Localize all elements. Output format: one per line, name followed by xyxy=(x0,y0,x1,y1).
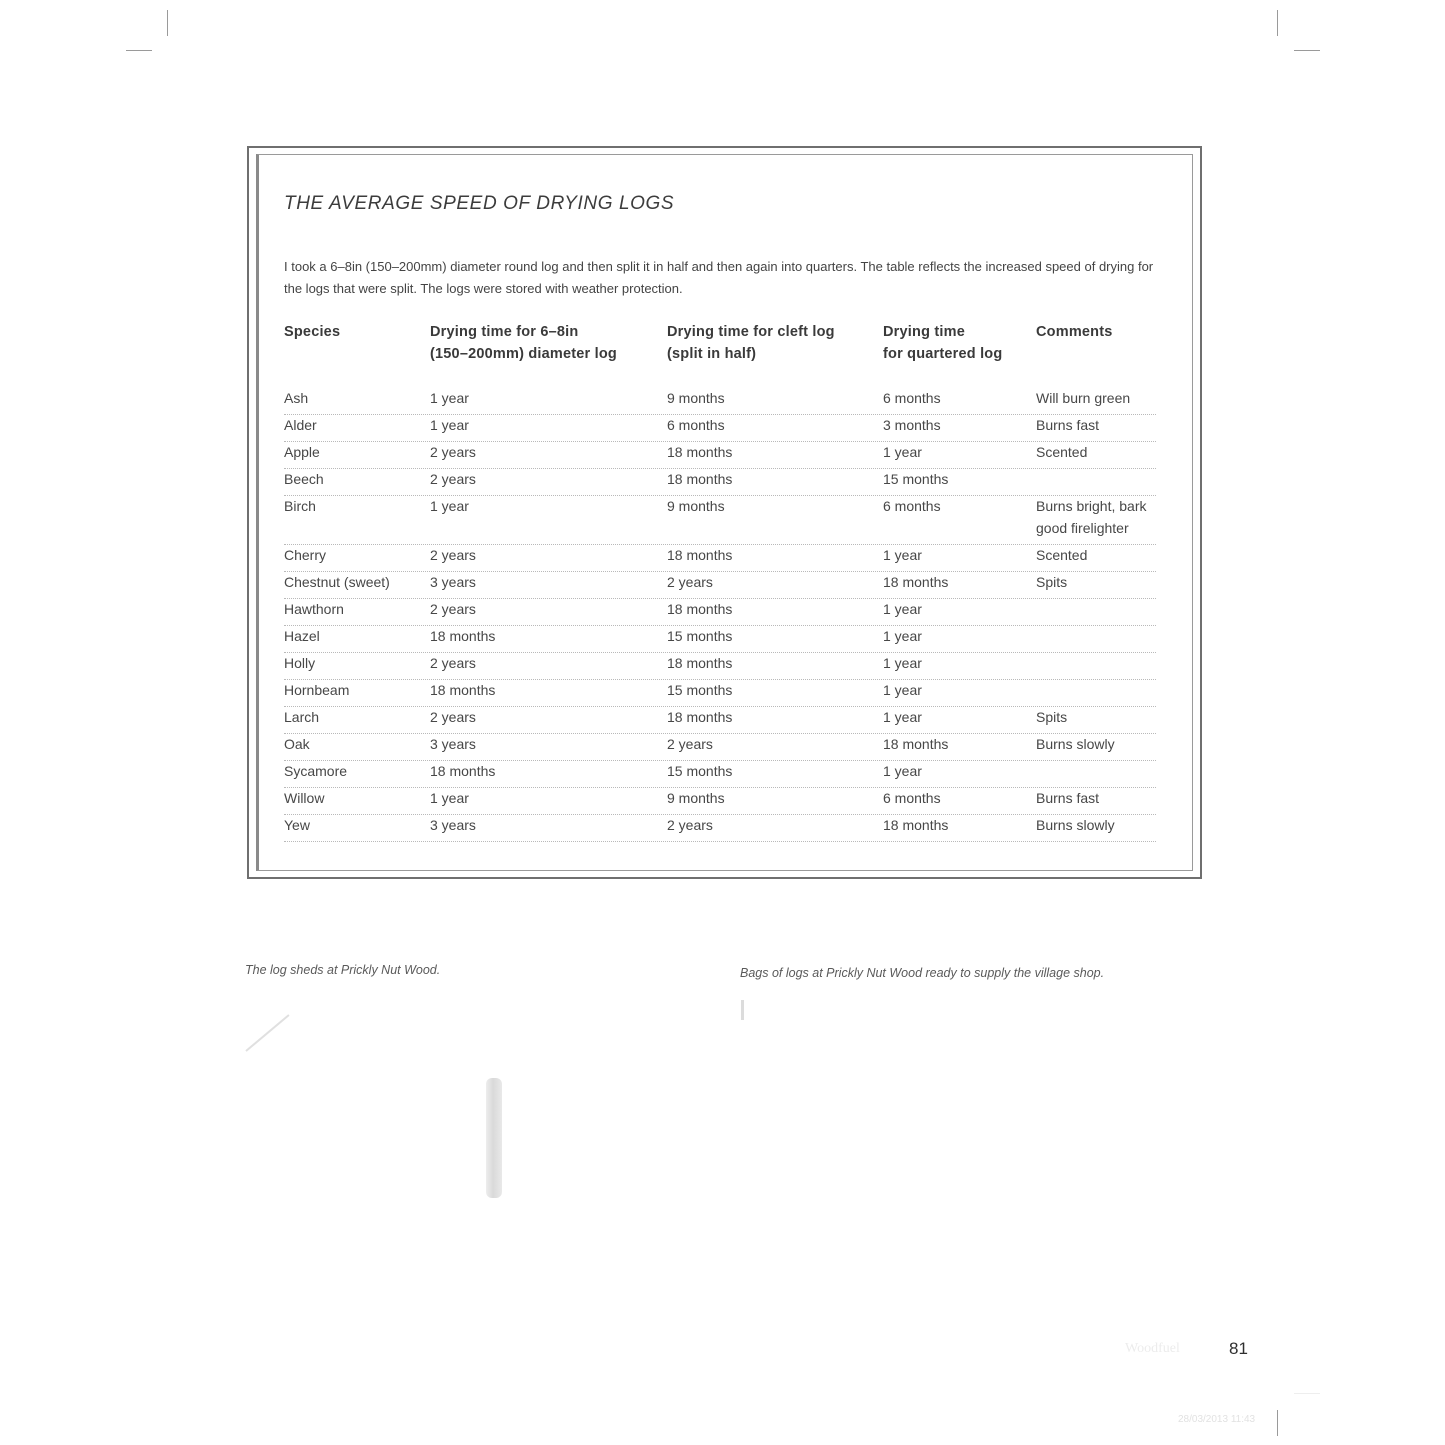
cell-quartered-log: 1 year xyxy=(883,444,922,460)
table-row xyxy=(284,571,1156,599)
cell-species: Holly xyxy=(284,655,316,671)
crop-mark xyxy=(1277,1410,1278,1436)
cell-comments: Spits xyxy=(1036,574,1068,590)
table-row xyxy=(284,625,1156,653)
cell-species: Yew xyxy=(284,817,310,833)
cell-quartered-log: 3 months xyxy=(883,417,941,433)
cell-round-log: 3 years xyxy=(430,736,476,752)
cell-species: Oak xyxy=(284,736,310,752)
cell-cleft-log: 15 months xyxy=(667,682,733,698)
cell-quartered-log: 15 months xyxy=(883,471,949,487)
header-quartered-log: Drying time for quartered log xyxy=(883,324,1003,362)
cell-quartered-log: 6 months xyxy=(883,498,941,514)
cell-cleft-log: 2 years xyxy=(667,817,713,833)
photo-remnant xyxy=(741,1000,744,1020)
cell-comments: Burns fast xyxy=(1036,417,1100,433)
table-row xyxy=(284,468,1156,496)
cell-quartered-log: 1 year xyxy=(883,763,922,779)
table-row xyxy=(284,814,1156,842)
cell-species: Hornbeam xyxy=(284,682,350,698)
cell-round-log: 1 year xyxy=(430,790,469,806)
cell-quartered-log: 18 months xyxy=(883,736,949,752)
caption-left: The log sheds at Prickly Nut Wood. xyxy=(245,963,441,977)
cell-cleft-log: 2 years xyxy=(667,574,713,590)
cell-comments: Scented xyxy=(1036,444,1088,460)
table-row xyxy=(284,387,1156,415)
cell-species: Willow xyxy=(284,790,325,806)
crop-mark xyxy=(1294,50,1320,51)
cell-round-log: 2 years xyxy=(430,709,476,725)
cell-cleft-log: 6 months xyxy=(667,417,725,433)
cell-round-log: 3 years xyxy=(430,574,476,590)
cell-species: Apple xyxy=(284,444,320,460)
table-row xyxy=(284,598,1156,626)
cell-comments: Scented xyxy=(1036,547,1088,563)
header-comments: Comments xyxy=(1036,324,1113,340)
cell-species: Alder xyxy=(284,417,317,433)
table-row xyxy=(284,760,1156,788)
running-footer-section: Woodfuel xyxy=(1125,1341,1180,1356)
photo-remnant xyxy=(486,1078,502,1198)
cell-comments: Burns slowly xyxy=(1036,736,1115,752)
table-row xyxy=(284,679,1156,707)
cell-species: Hazel xyxy=(284,628,320,644)
cell-quartered-log: 1 year xyxy=(883,655,922,671)
print-slug: 28/03/2013 11:43 xyxy=(1178,1414,1256,1425)
cell-cleft-log: 9 months xyxy=(667,790,725,806)
crop-mark xyxy=(1294,1393,1320,1394)
cell-round-log: 18 months xyxy=(430,763,496,779)
crop-mark xyxy=(126,50,152,51)
cell-quartered-log: 1 year xyxy=(883,601,922,617)
cell-species: Birch xyxy=(284,498,316,514)
cell-cleft-log: 18 months xyxy=(667,547,733,563)
table-row xyxy=(284,652,1156,680)
crop-mark xyxy=(1277,10,1278,36)
crop-mark xyxy=(167,10,168,36)
cell-round-log: 1 year xyxy=(430,498,469,514)
table-row xyxy=(284,706,1156,734)
cell-quartered-log: 1 year xyxy=(883,547,922,563)
cell-species: Larch xyxy=(284,709,320,725)
cell-quartered-log: 1 year xyxy=(883,628,922,644)
header-round-log: Drying time for 6–8in (150–200mm) diameter log xyxy=(430,324,617,362)
box-title: THE AVERAGE SPEED OF DRYING LOGS xyxy=(284,193,675,214)
cell-quartered-log: 6 months xyxy=(883,790,941,806)
cell-round-log: 2 years xyxy=(430,547,476,563)
header-species: Species xyxy=(284,324,341,340)
cell-quartered-log: 18 months xyxy=(883,574,949,590)
table-row xyxy=(284,441,1156,469)
cell-comments: Spits xyxy=(1036,709,1068,725)
cell-species: Cherry xyxy=(284,547,327,563)
photo-remnant xyxy=(245,1014,289,1052)
cell-species: Hawthorn xyxy=(284,601,344,617)
cell-round-log: 3 years xyxy=(430,817,476,833)
cell-round-log: 18 months xyxy=(430,628,496,644)
cell-cleft-log: 18 months xyxy=(667,655,733,671)
cell-cleft-log: 18 months xyxy=(667,471,733,487)
table-row xyxy=(284,787,1156,815)
cell-cleft-log: 9 months xyxy=(667,498,725,514)
table-row xyxy=(284,414,1156,442)
table-row xyxy=(284,544,1156,572)
cell-species: Sycamore xyxy=(284,763,348,779)
caption-right: Bags of logs at Prickly Nut Wood ready to supply the village shop. xyxy=(740,966,1105,980)
cell-quartered-log: 1 year xyxy=(883,682,922,698)
cell-round-log: 1 year xyxy=(430,417,469,433)
header-cleft-log: Drying time for cleft log (split in half) xyxy=(667,324,835,362)
page-number: 81 xyxy=(1229,1339,1248,1358)
cell-comments: Will burn green xyxy=(1036,390,1131,406)
cell-round-log: 18 months xyxy=(430,682,496,698)
cell-round-log: 2 years xyxy=(430,471,476,487)
cell-cleft-log: 18 months xyxy=(667,601,733,617)
cell-cleft-log: 18 months xyxy=(667,444,733,460)
cell-comments: Burns fast xyxy=(1036,790,1100,806)
cell-species: Beech xyxy=(284,471,324,487)
cell-cleft-log: 15 months xyxy=(667,628,733,644)
cell-species: Chestnut (sweet) xyxy=(284,574,390,590)
table-row xyxy=(284,733,1156,761)
cell-round-log: 2 years xyxy=(430,444,476,460)
cell-species: Ash xyxy=(284,390,309,406)
cell-round-log: 2 years xyxy=(430,655,476,671)
cell-comments: Burns slowly xyxy=(1036,817,1115,833)
cell-quartered-log: 6 months xyxy=(883,390,941,406)
cell-quartered-log: 18 months xyxy=(883,817,949,833)
table-row xyxy=(284,495,1156,545)
cell-round-log: 1 year xyxy=(430,390,469,406)
cell-comments: Burns bright, bark good firelighter xyxy=(1036,498,1147,536)
cell-round-log: 2 years xyxy=(430,601,476,617)
cell-cleft-log: 9 months xyxy=(667,390,725,406)
cell-cleft-log: 15 months xyxy=(667,763,733,779)
box-intro: I took a 6–8in (150–200mm) diameter round log and then split it in half and then again into quarters. The table reflects the increased speed of drying for the logs that were split. The logs were stored with weather protection. xyxy=(284,259,1154,296)
cell-cleft-log: 18 months xyxy=(667,709,733,725)
cell-quartered-log: 1 year xyxy=(883,709,922,725)
cell-cleft-log: 2 years xyxy=(667,736,713,752)
